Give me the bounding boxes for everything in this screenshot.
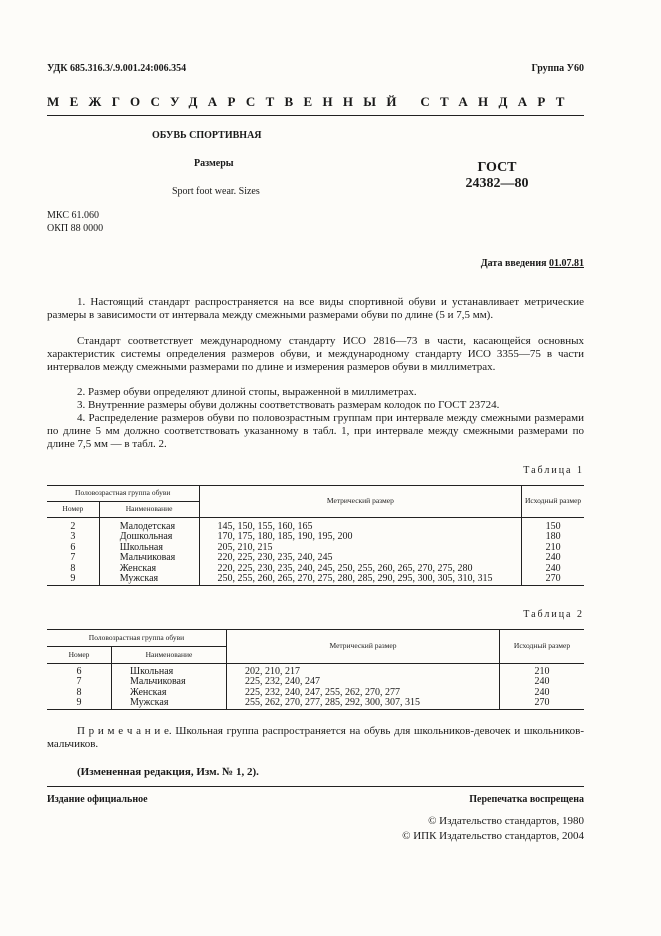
english-title: Sport foot wear. Sizes — [172, 186, 260, 197]
table1-caption: Таблица 1 — [523, 465, 584, 476]
copyright-1980: © Издательство стандартов, 1980 — [428, 815, 584, 827]
standard-banner: МЕЖГОСУДАРСТВЕННЫЙ СТАНДАРТ — [47, 94, 575, 109]
table-note: П р и м е ч а н и е. Школьная группа распространяется на обувь для школьников-девочек и школьников-мальчиков. — [47, 725, 584, 750]
okp-code: ОКП 88 0000 — [47, 223, 104, 234]
table-row: 8 Женская 225, 232, 240, 247, 255, 262, 270, 277 240 — [47, 688, 584, 699]
t2-header-initial: Исходный размер — [500, 630, 585, 664]
table-row: 3 Дошкольная 170, 175, 180, 185, 190, 195, 200 180 — [47, 532, 584, 543]
header-rule — [47, 115, 584, 116]
t2-header-number: Номер — [47, 647, 112, 664]
paragraph-5: 4. Распределение размеров обуви по половозрастным группам при интервале между смежными размерами по длине 5 мм должно соответствовать указанному в табл. 1, при интервале между смежными размерами по длине 7,5 мм — в табл. 2. — [47, 412, 584, 450]
table2-caption: Таблица 2 — [523, 609, 584, 620]
t1-header-name: Наименование — [99, 502, 199, 518]
intro-date-label: Дата введения — [480, 258, 547, 269]
table-row: 8 Женская 220, 225, 230, 235, 240, 245, 250, 255, 260, 265, 270, 275, 280 240 — [47, 564, 584, 575]
intro-date-value: 01.07.81 — [549, 258, 584, 269]
copyright-2004: © ИПК Издательство стандартов, 2004 — [402, 830, 584, 842]
t2-header-group: Половозрастная группа обуви — [47, 630, 227, 647]
table-row: 9 Мужская 250, 255, 260, 265, 270, 275, 280, 285, 290, 295, 300, 305, 310, 315 270 — [47, 574, 584, 585]
document-subtitle: Размеры — [194, 158, 234, 169]
official-edition: Издание официальное — [47, 794, 148, 805]
table-1 — [47, 485, 584, 586]
paragraph-3: 2. Размер обуви определяют длиной стопы, выраженной в миллиметрах. — [77, 386, 417, 398]
table-row: 6 Школьная 205, 210, 215 210 — [47, 543, 584, 554]
paragraph-4: 3. Внутренние размеры обуви должны соответствовать размерам колодок по ГОСТ 23724. — [77, 399, 500, 411]
reprint-notice: Перепечатка воспрещена — [469, 794, 584, 805]
paragraph-2: Стандарт соответствует международному стандарту ИСО 2816—73 в части, касающейся основных характеристик системы определения размеров обуви, и международному стандарту ИСО 3355—75 в части интервалов между смежными размерами по длине и измерения размеров обуви в миллиметрах. — [47, 335, 584, 373]
paragraph-1: 1. Настоящий стандарт распространяется на все виды спортивной обуви и устанавливает метрические размеры в зависимости от интервала между смежными размерами обуви по длине (5 и 7,5 мм). — [47, 296, 584, 321]
gost-number: 24382—80 — [465, 176, 529, 191]
table-row: 7 Мальчиковая 225, 232, 240, 247 240 — [47, 677, 584, 688]
t1-header-metric: Метрический размер — [199, 486, 522, 518]
t2-header-metric: Метрический размер — [227, 630, 500, 664]
t2-header-name: Наименование — [112, 647, 227, 664]
t1-header-number: Номер — [47, 502, 99, 518]
udk-code: УДК 685.316.3/.9.001.24:006.354 — [47, 63, 187, 74]
table-row: 2 Малодетская 145, 150, 155, 160, 165 150 — [47, 522, 584, 533]
t1-header-group: Половозрастная группа обуви — [47, 486, 199, 502]
table-row: 6 Школьная 202, 210, 217 210 — [47, 667, 584, 678]
footer-rule — [47, 786, 584, 787]
table-row: 7 Мальчиковая 220, 225, 230, 235, 240, 245 240 — [47, 553, 584, 564]
mks-code: МКС 61.060 — [47, 210, 99, 221]
intro-date — [481, 258, 584, 269]
amendment-note: (Измененная редакция, Изм. № 1, 2). — [77, 766, 259, 778]
group-code: Группа У60 — [531, 63, 584, 74]
gost-label: ГОСТ — [477, 160, 517, 175]
table-2 — [47, 629, 584, 710]
document-title: ОБУВЬ СПОРТИВНАЯ — [152, 130, 262, 141]
t1-header-initial: Исходный размер — [522, 486, 584, 518]
table-row: 9 Мужская 255, 262, 270, 277, 285, 292, 300, 307, 315 270 — [47, 698, 584, 709]
